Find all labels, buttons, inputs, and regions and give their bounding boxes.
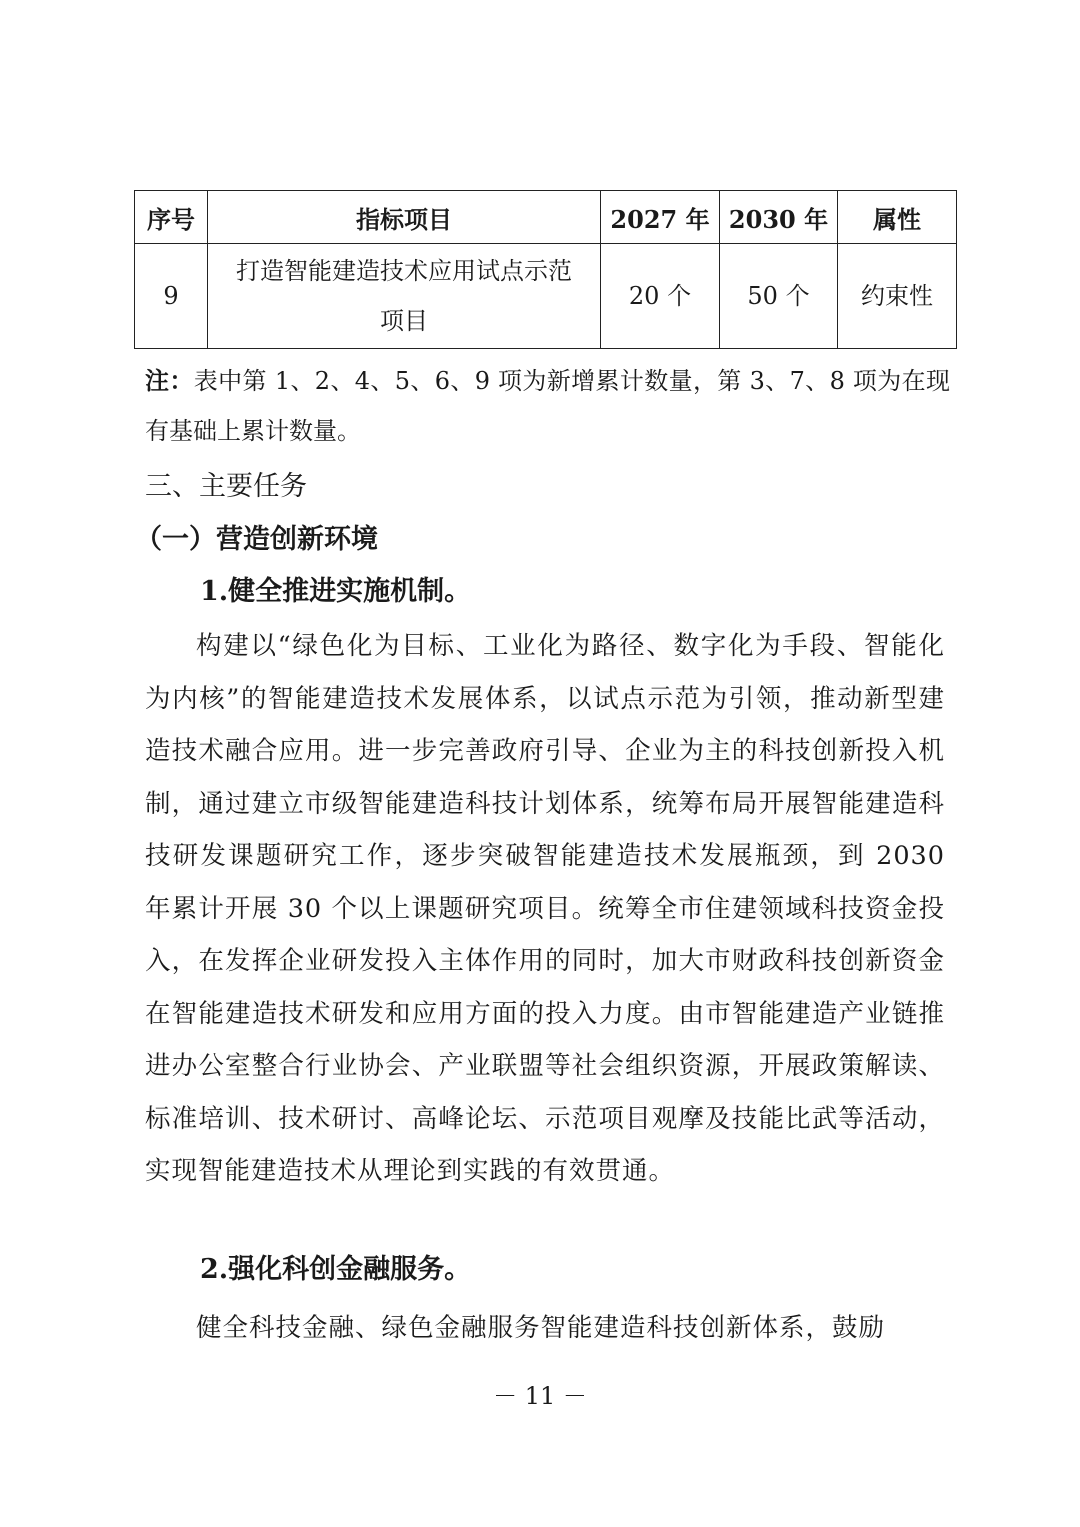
header-item: 指标项目 (208, 191, 601, 244)
indicator-table (134, 190, 957, 349)
cell-item-text: 打造智能建造技术应用试点示范项目 (236, 257, 572, 335)
cell-attribute: 约束性 (838, 244, 957, 349)
cell-2030: 50 个 (720, 244, 838, 349)
note-text: 表中第 1、2、4、5、6、9 项为新增累计数量，第 3、7、8 项为在现有基础上累计数量。 (145, 367, 950, 445)
item-body-2: 健全科技金融、绿色金融服务智能建造科技创新体系，鼓励 (196, 1313, 886, 1343)
subsection-heading: （一）营造创新环境 (135, 524, 378, 555)
header-attribute: 属性 (838, 191, 957, 244)
table-row (135, 244, 957, 349)
table-header-row (135, 191, 957, 244)
item-title-1: 1.健全推进实施机制。 (200, 576, 472, 607)
header-2030: 2030 年 (720, 191, 838, 244)
table-note (145, 356, 950, 456)
header-index: 序号 (135, 191, 208, 244)
item-body-1: 构建以“绿色化为目标、工业化为路径、数字化为手段、智能化为内核”的智能建造技术发展体系，以试点示范为引领，推动新型建造技术融合应用。进一步完善政府引导、企业为主的科技创新投入机制，通过建立市级智能建造科技计划体系，统筹布局开展智能建造科技研发课题研究工作，逐步突破智能建造技术发展瓶颈，到 2030 年累计开展 30 个以上课题研究项目。统筹全市住建领域科技资金投入，在发挥企业研发投入主体作用的同时，加大市财政科技创新资金在智能建造技术研发和应用方面的投入力度。由市智能建造产业链推进办公室整合行业协会、产业联盟等社会组织资源，开展政策解读、标准培训、技术研讨、高峰论坛、示范项目观摩及技能比武等活动，实现智能建造技术从理论到实践的有效贯通。 (145, 631, 945, 1186)
item-title-2: 2.强化科创金融服务。 (200, 1254, 472, 1285)
cell-index: 9 (135, 244, 208, 349)
section-heading: 三、主要任务 (145, 471, 307, 502)
header-2027: 2027 年 (601, 191, 720, 244)
cell-item (208, 244, 601, 349)
cell-2027: 20 个 (601, 244, 720, 349)
note-label: 注： (145, 366, 194, 395)
page-number: － 11 － (493, 1382, 587, 1410)
